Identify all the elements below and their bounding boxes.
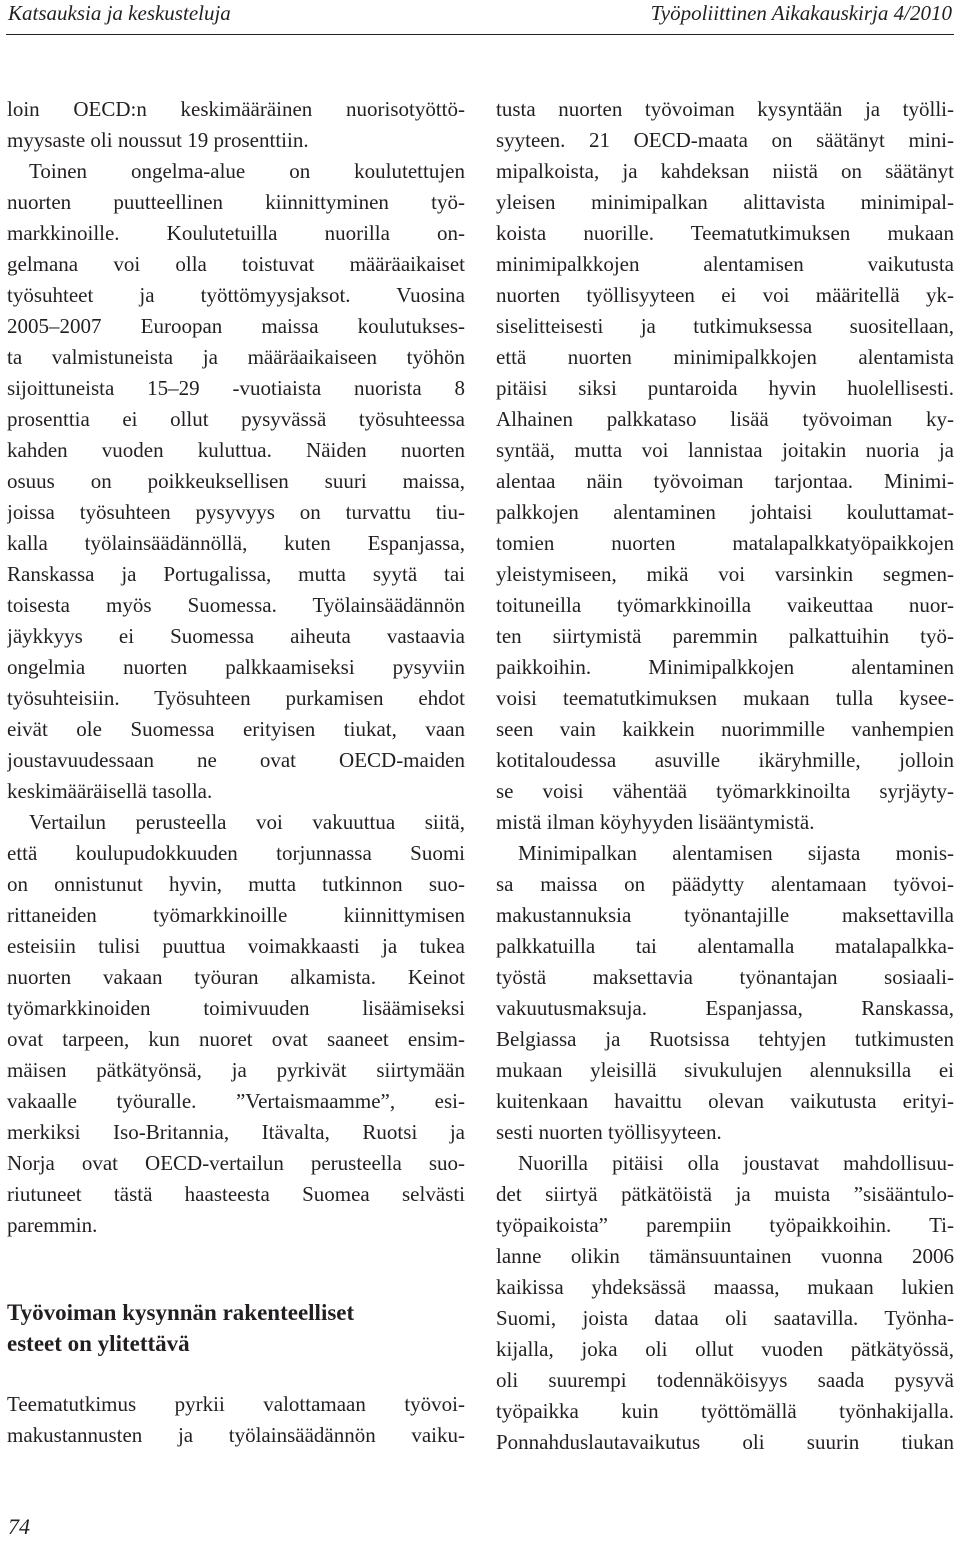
text-line: nuorten puutteellinen kiinnittyminen työ- <box>7 190 465 214</box>
text-line: alentaa näin työvoiman tarjontaa. Minimi- <box>496 469 954 493</box>
text-line: jäykkyys ei Suomessa aiheuta vastaavia <box>7 624 465 648</box>
text-line: että koulupudokkuuden torjunnassa Suomi <box>7 841 465 865</box>
text-line: oli suurempi todennäköisyys saada pysyvä <box>496 1368 954 1392</box>
text-line: siselitteisesti ja tutkimuksessa suositellaan, <box>496 314 954 338</box>
text-line: työpaikoista” parempiin työpaikkoihin. Ti- <box>496 1213 954 1237</box>
text-line: on onnistunut hyvin, mutta tutkinnon suo- <box>7 872 465 896</box>
text-line: Minimipalkan alentamisen sijasta monis- <box>518 841 954 865</box>
text-line: yleisen minimipalkan alittavista minimipal- <box>496 190 954 214</box>
page-number: 74 <box>8 1514 30 1539</box>
text-line: paikkoihin. Minimipalkkojen alentaminen <box>496 655 954 679</box>
text-line: Ranskassa ja Portugalissa, mutta syytä tai <box>7 562 465 586</box>
journal-section-title: Katsauksia ja keskusteluja <box>8 1 231 25</box>
text-line: sa maissa on päädytty alentamaan työvoi- <box>496 872 954 896</box>
text-line: mistä ilman köyhyyden lisääntymistä. <box>496 810 815 834</box>
text-line: markkinoille. Koulutetuilla nuorilla on- <box>7 221 465 245</box>
text-line: kijalla, joka oli ollut vuoden pätkätyössä, <box>496 1337 954 1361</box>
text-line: Toinen ongelma-alue on koulutettujen <box>29 159 465 183</box>
text-line: kalla työlainsäädännöllä, kuten Espanjassa, <box>7 531 465 555</box>
text-line: minimipalkkojen alentamisen vaikutusta <box>496 252 954 276</box>
text-line: det siirtyä pätkätöistä ja muista ”sisääntulo- <box>496 1182 954 1206</box>
paragraph <box>496 838 954 1148</box>
text-line: pitäisi siksi puntaroida hyvin huolellisesti. <box>496 376 954 400</box>
text-line: nuorten työllisyyteen ei voi määritellä yk- <box>496 283 954 307</box>
text-line: prosenttia ei ollut pysyvässä työsuhteessa <box>7 407 465 431</box>
text-line: makustannuksia työnantajille maksettavilla <box>496 903 954 927</box>
text-line: keskimääräisellä tasolla. <box>7 779 213 803</box>
paragraph <box>7 94 465 156</box>
text-line: se voisi vähentää työmarkkinoilta syrjäyty- <box>496 779 954 803</box>
text-line: Belgiassa ja Ruotsissa tehtyjen tutkimusten <box>496 1027 954 1051</box>
text-line: kotitaloudessa asuville ikäryhmille, jolloin <box>496 748 954 772</box>
text-line: tusta nuorten työvoiman kysyntään ja työlli- <box>496 97 954 121</box>
text-line: ten siirtymistä paremmin palkattuihin työ- <box>496 624 954 648</box>
text-line: eivät ole Suomessa erityisen tiukat, vaan <box>7 717 465 741</box>
text-line: rittaneiden työmarkkinoille kiinnittymisen <box>7 903 465 927</box>
text-line: mäisen pätkätyönsä, ja pyrkivät siirtymään <box>7 1058 465 1082</box>
text-line: työstä maksettavia työnantajan sosiaali- <box>496 965 954 989</box>
left-column <box>7 94 465 1451</box>
text-line: toituneilla työmarkkinoilla vaikeuttaa nuor- <box>496 593 954 617</box>
text-line: lanne olikin tämänsuuntainen vuonna 2006 <box>496 1244 954 1268</box>
text-line: kahden vuoden kuluttua. Näiden nuorten <box>7 438 465 462</box>
text-line: työsuhteet ja työttömyysjaksot. Vuosina <box>7 283 465 307</box>
text-line: palkkojen alentaminen johtaisi kouluttamat- <box>496 500 954 524</box>
text-line: ta valmistuneista ja määräaikaiseen työhön <box>7 345 465 369</box>
right-column <box>496 94 954 1458</box>
text-line: mukaan yleisillä sivukulujen alennuksilla ei <box>496 1058 954 1082</box>
running-header <box>8 0 952 28</box>
paragraph <box>7 1389 465 1451</box>
text-line: Norja ovat OECD-vertailun perusteella suo- <box>7 1151 465 1175</box>
text-line: merkiksi Iso-Britannia, Itävalta, Ruotsi ja <box>7 1120 465 1144</box>
text-line: seen vain kaikkein nuorimmille vanhempien <box>496 717 954 741</box>
text-line: yleistymiseen, mikä voi varsinkin segmen- <box>496 562 954 586</box>
paragraph <box>7 807 465 1241</box>
text-line: sijoittuneista 15–29 -vuotiaista nuorista 8 <box>7 376 465 400</box>
text-line: riutuneet tästä haasteesta Suomea selvästi <box>7 1182 465 1206</box>
text-line: työsuhteisiin. Työsuhteen purkamisen ehdot <box>7 686 465 710</box>
text-line: osuus on poikkeuksellisen suuri maissa, <box>7 469 465 493</box>
text-line: vakuutusmaksuja. Espanjassa, Ranskassa, <box>496 996 954 1020</box>
text-line: Vertailun perusteella voi vakuuttua siitä, <box>29 810 465 834</box>
text-line: palkkatuilla tai alentamalla matalapalkka- <box>496 934 954 958</box>
text-line: Teematutkimus pyrkii valottamaan työvoi- <box>7 1392 465 1416</box>
text-line: vakaalle työuralle. ”Vertaismaamme”, esi- <box>7 1089 465 1113</box>
text-line: Suomi, joista dataa oli saatavilla. Työnha- <box>496 1306 954 1330</box>
text-line: mipalkoista, ja kahdeksan niistä on säätänyt <box>496 159 954 183</box>
text-line: syyteen. 21 OECD-maata on säätänyt mini- <box>496 128 954 152</box>
text-line: makustannusten ja työlainsäädännön vaiku- <box>7 1423 465 1447</box>
text-line: ongelmia nuorten palkkaamiseksi pysyviin <box>7 655 465 679</box>
text-line: työpaikka kuin työttömällä työnhakijalla. <box>496 1399 954 1423</box>
text-line: koista nuorille. Teematutkimuksen mukaan <box>496 221 954 245</box>
paragraph <box>7 156 465 807</box>
text-line: kuitenkaan havaittu olevan vaikutusta erityi- <box>496 1089 954 1113</box>
text-line: Nuorilla pitäisi olla joustavat mahdollisuu- <box>518 1151 954 1175</box>
paragraph <box>496 94 954 838</box>
text-line: paremmin. <box>7 1213 98 1237</box>
text-line: kaikissa yhdeksässä maassa, mukaan lukien <box>496 1275 954 1299</box>
text-line: että nuorten minimipalkkojen alentamista <box>496 345 954 369</box>
text-line: 2005–2007 Euroopan maissa koulutukses- <box>7 314 465 338</box>
text-line: toisesta myös Suomessa. Työlainsäädännön <box>7 593 465 617</box>
text-line: syntää, mutta voi lannistaa joitakin nuoria ja <box>496 438 954 462</box>
text-line: nuorten vakaan työuran alkamista. Keinot <box>7 965 465 989</box>
text-line: loin OECD:n keskimääräinen nuorisotyöttö- <box>7 97 465 121</box>
text-line: sesti nuorten työllisyyteen. <box>496 1120 722 1144</box>
text-line: työmarkkinoiden toimivuuden lisäämiseksi <box>7 996 465 1020</box>
header-rule <box>6 34 954 35</box>
text-line: tomien nuorten matalapalkkatyöpaikkojen <box>496 531 954 555</box>
text-line: Alhainen palkkataso lisää työvoiman ky- <box>496 407 954 431</box>
text-line: Ponnahduslautavaikutus oli suurin tiukan <box>496 1430 954 1454</box>
text-line: gelmana voi olla toistuvat määräaikaiset <box>7 252 465 276</box>
section-heading <box>7 1297 465 1359</box>
text-line: myysaste oli noussut 19 prosenttiin. <box>7 128 309 152</box>
text-line: ovat tarpeen, kun nuoret ovat saaneet ensim- <box>7 1027 465 1051</box>
text-line: esteisiin tulisi puuttua voimakkaasti ja tukea <box>7 934 465 958</box>
text-line: voisi teematutkimuksen mukaan tulla kysee- <box>496 686 954 710</box>
text-line: joissa työsuhteen pysyvyys on turvattu tiu- <box>7 500 465 524</box>
paragraph <box>496 1148 954 1458</box>
journal-issue-title: Työpoliittinen Aikakauskirja 4/2010 <box>650 1 952 25</box>
text-line: esteet on ylitettävä <box>7 1331 190 1356</box>
text-line: joustavuudessaan ne ovat OECD-maiden <box>7 748 465 772</box>
text-line: Työvoiman kysynnän rakenteelliset <box>7 1300 355 1325</box>
